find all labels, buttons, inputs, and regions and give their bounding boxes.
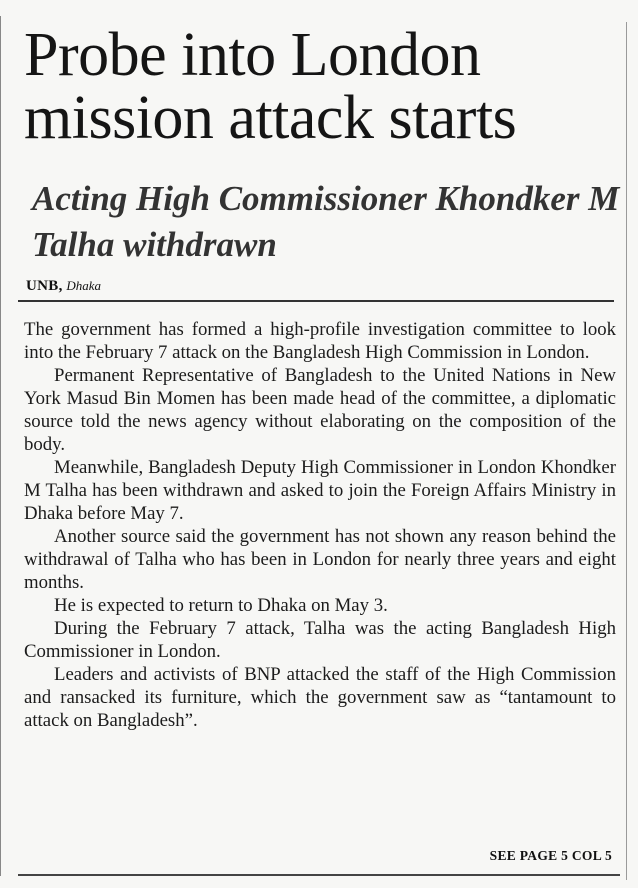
- article-paragraph: The government has formed a high-profile investigation committee to look into the February 7 attack on the Bangladesh High Commission in London.: [24, 319, 616, 363]
- left-column-rule: [0, 16, 1, 876]
- article-paragraph: During the February 7 attack, Talha was the acting Bangladesh High Commissioner in London.: [24, 618, 616, 662]
- article-body: [24, 318, 616, 732]
- byline: [26, 276, 101, 296]
- byline-divider: [18, 300, 614, 302]
- article-paragraph: Permanent Representative of Bangladesh to the United Nations in New York Masud Bin Momen has been made head of the committee, a diplomatic source told the news agency without elaborating on the composition of the body.: [24, 365, 616, 455]
- right-column-rule: [626, 22, 627, 880]
- article-paragraph: Leaders and activists of BNP attacked the staff of the High Commission and ransacked its furniture, which the government saw as “tantamount to attack on Bangladesh”.: [24, 664, 616, 731]
- bottom-rule: [18, 874, 620, 876]
- continued-on-page: SEE PAGE 5 COL 5: [489, 848, 612, 863]
- article-paragraph: Another source said the government has not shown any reason behind the withdrawal of Talha who has been in London for nearly three years and eight months.: [24, 526, 616, 593]
- article-paragraph: Meanwhile, Bangladesh Deputy High Commissioner in London Khondker M Talha has been withdrawn and asked to join the Foreign Affairs Ministry in Dhaka before May 7.: [24, 457, 616, 524]
- subheadline: Acting High Commissioner Khondker M Talha withdrawn: [32, 179, 620, 264]
- headline: Probe into London mission attack starts: [24, 21, 517, 152]
- byline-agency: UNB,: [26, 278, 63, 294]
- news-clipping: [18, 21, 620, 876]
- article-paragraph: He is expected to return to Dhaka on May 3.: [54, 595, 388, 616]
- byline-place: Dhaka: [66, 278, 102, 293]
